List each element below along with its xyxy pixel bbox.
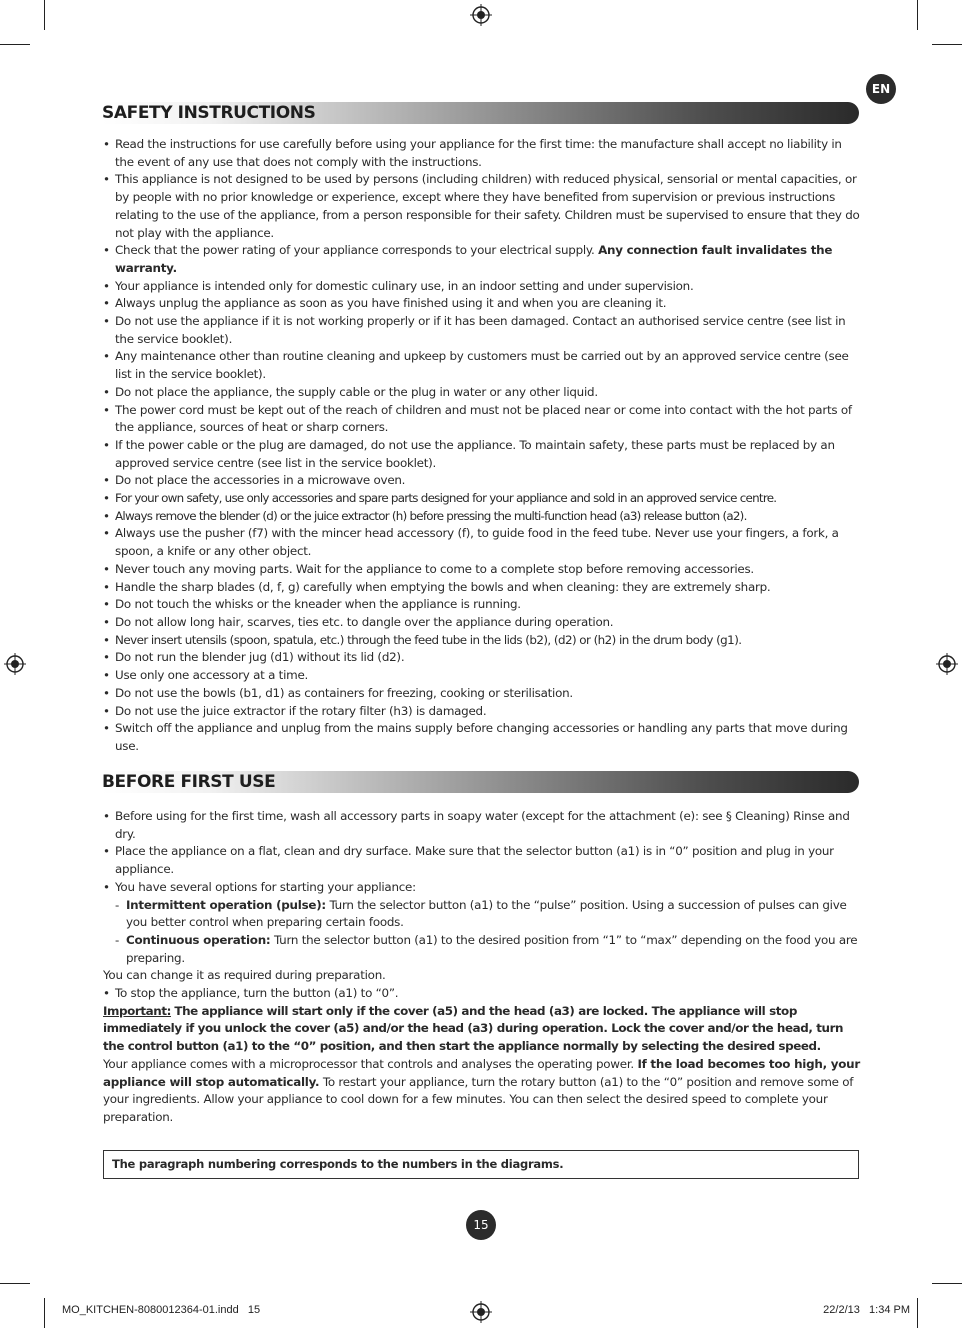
important-text: The appliance will start only if the cover (a5) and the head (a3) are locked. The appliance will stop immediately if you unlock the cover (a5) and/or the head (a3) during operation. Lock the cover and/or the head, turn the control button (a1) to the “0” position, and then start the appliance normally by selecting the desired speed. [103, 1003, 844, 1054]
section-header-before-first-use [102, 771, 859, 793]
list-item: • Always remove the blender (d) or the juice extractor (h) before pressing the multi-function head (a3) release button (a2). [103, 508, 863, 526]
warranty-warning: Any connection fault invalidates the warranty. [115, 243, 833, 275]
crop-mark [0, 44, 30, 45]
list-item: • If the power cable or the plug are damaged, do not use the appliance. To maintain safety, these parts must be replaced by an approved service centre (see list in the service booklet). [103, 437, 863, 472]
list-item: • To stop the appliance, turn the button (a1) to “0”. [103, 985, 863, 1003]
registration-mark-icon [4, 653, 26, 675]
list-item: • Do not touch the whisks or the kneader when the appliance is running. [103, 596, 863, 614]
crop-mark [44, 0, 45, 30]
list-item: • Your appliance is intended only for domestic culinary use, in an indoor setting and under supervision. [103, 278, 863, 296]
list-item: • This appliance is not designed to be used by persons (including children) with reduced physical, sensorial or mental capacities, or by people with no prior knowledge or experience, except where they have benefited from supervision or previous instructions relating to the use of the appliance, from a person responsible for their safety. Children must be supervised to ensure that they do not play with the appliance. [103, 171, 863, 242]
page-number: 15 [466, 1210, 496, 1240]
change-note: You can change it as required during preparation. [103, 968, 386, 983]
intermittent-text: Turn the selector button (a1) to the “pulse” position. Using a succession of pulses can give you better control when preparing certain foods. [126, 897, 847, 930]
micro-text: Your appliance comes with a microprocessor that controls and analyses the operating power. [103, 1056, 634, 1071]
list-item: • Always unplug the appliance as soon as you have finished using it and when you are cleaning it. [103, 295, 863, 313]
safety-instructions-list [103, 136, 863, 756]
continuous-label: Continuous operation: [126, 932, 271, 947]
list-item: • You have several options for starting your appliance: [103, 879, 863, 897]
footer-date: 22/2/13 1:34 PM [823, 1304, 910, 1316]
sub-item-intermittent: - Intermittent operation (pulse): Turn the selector button (a1) to the “pulse” position. Using a succession of pulses can give you better control when preparing certain foods. [115, 897, 847, 930]
list-item: • Never insert utensils (spoon, spatula, etc.) through the feed tube in the lids (b2), (d2) or (h2) in the drum body (g1). [103, 632, 863, 650]
diagram-note-box: The paragraph numbering corresponds to the numbers in the diagrams. [103, 1150, 859, 1179]
crop-mark [917, 1298, 918, 1328]
list-item-text: Check that the power rating of your appliance corresponds to your electrical supply. [115, 243, 595, 258]
list-item: • Do not place the accessories in a microwave oven. [103, 472, 863, 490]
list-item: • Switch off the appliance and unplug from the mains supply before changing accessories or handling any parts that move during use. [103, 720, 863, 755]
sub-item-continuous: - Continuous operation: Turn the selector button (a1) to the desired position from “1” to “max” depending on the food you are preparing. [115, 932, 858, 965]
list-item: • Always use the pusher (f7) with the mincer head accessory (f), to guide food in the feed tube. Never use your fingers, a fork, a spoon, a knife or any other object. [103, 525, 863, 560]
list-item: • Do not run the blender jug (d1) without its lid (d2). [103, 649, 863, 667]
restart-text: To restart your appliance, turn the rotary button (a1) to the “0” position and remove some of your ingredients. Allow your appliance to cool down for a few minutes. You can then select the desired speed to complete your preparation. [103, 1074, 854, 1124]
section-title: BEFORE FIRST USE [102, 772, 276, 792]
list-item [103, 242, 863, 277]
intermittent-label: Intermittent operation (pulse): [126, 897, 326, 912]
list-item: • Do not use the appliance if it is not working properly or if it has been damaged. Contact an authorised service centre (see list in the service booklet). [103, 313, 863, 348]
list-item: • Do not use the bowls (b1, d1) as containers for freezing, cooking or sterilisation. [103, 685, 863, 703]
microprocessor-paragraph [103, 1056, 863, 1127]
list-item: • Before using for the first time, wash all accessory parts in soapy water (except for the attachment (e): see § Cleaning) Rinse and dry. [103, 808, 863, 843]
footer-file-name: MO_KITCHEN-8080012364-01.indd 15 [62, 1304, 261, 1316]
list-item: • Do not use the juice extractor if the rotary filter (h3) is damaged. [103, 703, 863, 721]
list-item: • Any maintenance other than routine cleaning and upkeep by customers must be carried out by an approved service centre (see list in the service booklet). [103, 348, 863, 383]
list-item: • The power cord must be kept out of the reach of children and must not be placed near or come into contact with the hot parts of the appliance, sources of heat or sharp corners. [103, 402, 863, 437]
registration-mark-icon [470, 4, 492, 26]
list-item: • Use only one accessory at a time. [103, 667, 863, 685]
registration-mark-icon [936, 653, 958, 675]
list-item: • Do not allow long hair, scarves, ties etc. to dangle over the appliance during operation. [103, 614, 863, 632]
language-badge: EN [866, 74, 896, 104]
crop-mark [44, 1298, 45, 1328]
crop-mark [932, 44, 962, 45]
crop-mark [0, 1283, 30, 1284]
crop-mark [932, 1283, 962, 1284]
list-item: • Do not place the appliance, the supply cable or the plug in water or any other liquid. [103, 384, 863, 402]
micro-bold: If the load becomes too high, your appliance will stop automatically. [103, 1056, 860, 1089]
important-label: Important: [103, 1003, 171, 1018]
list-item: • Read the instructions for use carefully before using your appliance for the first time: the manufacture shall accept no liability in the event of any use that does not comply with the instructions. [103, 136, 863, 171]
important-paragraph [103, 1003, 863, 1056]
section-title: SAFETY INSTRUCTIONS [102, 103, 316, 123]
registration-mark-icon [470, 1301, 492, 1323]
list-item: • Handle the sharp blades (d, f, g) carefully when emptying the bowls and when cleaning: they are extremely sharp. [103, 579, 863, 597]
list-item: • For your own safety, use only accessories and spare parts designed for your appliance and sold in an approved service centre. [103, 490, 863, 508]
crop-mark [917, 0, 918, 30]
continuous-text: Turn the selector button (a1) to the desired position from “1” to “max” depending on the food you are preparing. [126, 932, 858, 965]
before-first-use-content [103, 808, 863, 1127]
list-item: • Place the appliance on a flat, clean and dry surface. Make sure that the selector button (a1) is in “0” position and plug in your appliance. [103, 843, 863, 878]
list-item: • Never touch any moving parts. Wait for the appliance to come to a complete stop before removing accessories. [103, 561, 863, 579]
section-header-safety [102, 102, 859, 124]
